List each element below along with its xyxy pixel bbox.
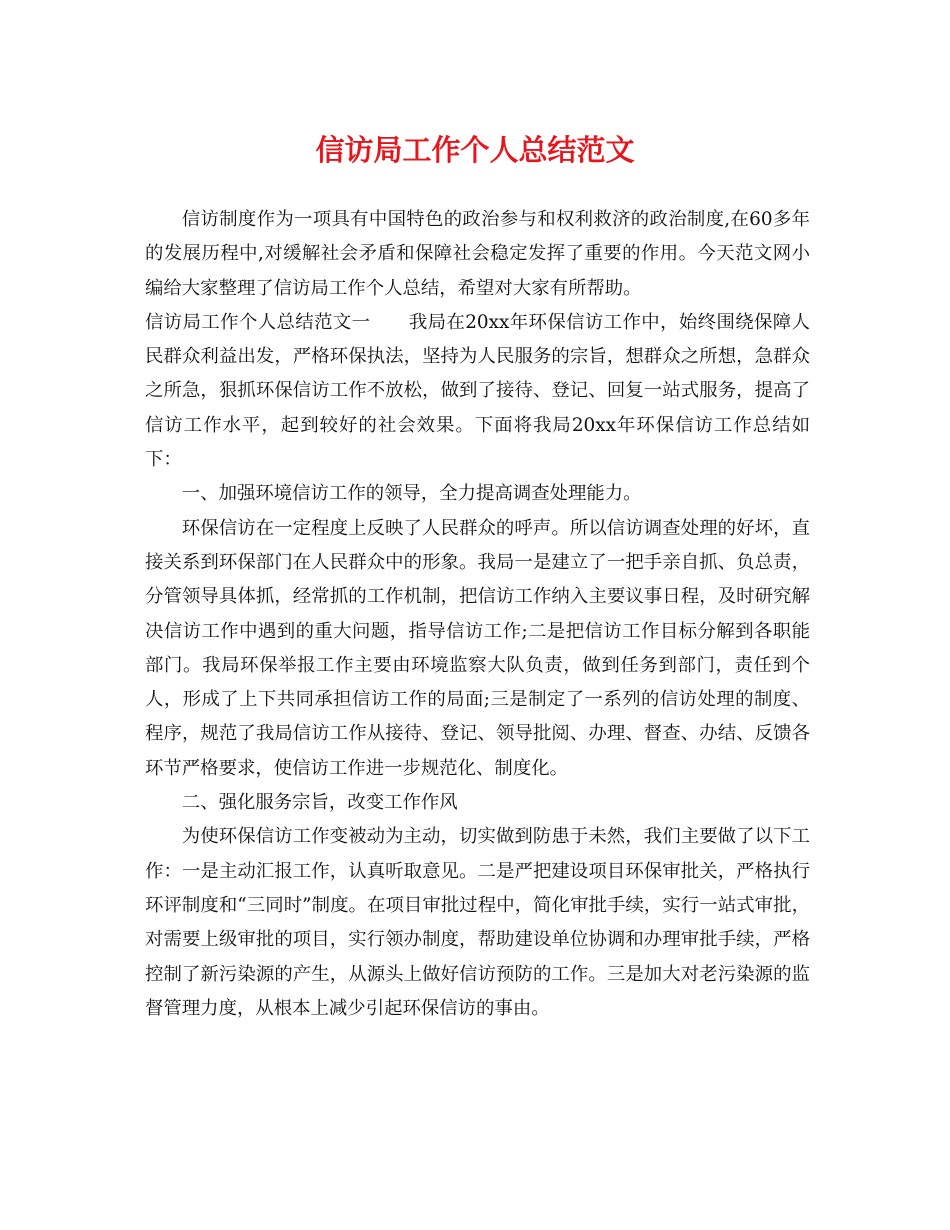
section-1-heading: 一、加强环境信访工作的领导，全力提高调查处理能力。 xyxy=(181,483,642,505)
sample-heading: 信访局工作个人总结范文一 xyxy=(145,311,371,333)
intro-paragraph: 信访制度作为一项具有中国特色的政治参与和权利救济的政治制度,在60多年的发展历程中,对缓解社会矛盾和保障社会稳定发挥了重要的作用。今天范文网小编给大家整理了信访局工作个人总结，希望对大家有所帮助。 xyxy=(145,209,810,299)
document-title: 信访局工作个人总结范文 xyxy=(315,133,635,167)
document-body xyxy=(145,203,810,1026)
sample-opening: 我局在20xx年环保信访工作中，始终围绕保障人民群众利益出发，严格环保执法，坚持为人民服务的宗旨，想群众之所想，急群众之所急，狠抓环保信访工作不放松，做到了接待、登记、回复一站式服务，提高了信访工作水平，起到较好的社会效果。下面将我局20xx年环保信访工作总结如下： xyxy=(145,311,810,471)
section-2-heading: 二、强化服务宗旨，改变工作作风 xyxy=(181,792,458,814)
section-1-body: 环保信访在一定程度上反映了人民群众的呼声。所以信访调查处理的好坏，直接关系到环保部门在人民群众中的形象。我局一是建立了一把手亲自抓、负总责，分管领导具体抓，经常抓的工作机制，把信访工作纳入主要议事日程，及时研究解决信访工作中遇到的重大问题，指导信访工作;二是把信访工作目标分解到各职能部门。我局环保举报工作主要由环境监察大队负责，做到任务到部门，责任到个人，形成了上下共同承担信访工作的局面;三是制定了一系列的信访处理的制度、程序，规范了我局信访工作从接待、登记、领导批阅、办理、督查、办结、反馈各环节严格要求，使信访工作进一步规范化、制度化。 xyxy=(145,517,810,779)
section-2-body: 为使环保信访工作变被动为主动，切实做到防患于未然，我们主要做了以下工作：一是主动汇报工作，认真听取意见。二是严把建设项目环保审批关，严格执行环评制度和“三同时”制度。在项目审批过程中，简化审批手续，实行一站式审批，对需要上级审批的项目，实行领办制度，帮助建设单位协调和办理审批手续，严格控制了新污染源的产生，从源头上做好信访预防的工作。三是加大对老污染源的监督管理力度，从根本上减少引起环保信访的事由。 xyxy=(145,826,810,1019)
sample-paragraph xyxy=(145,306,810,477)
